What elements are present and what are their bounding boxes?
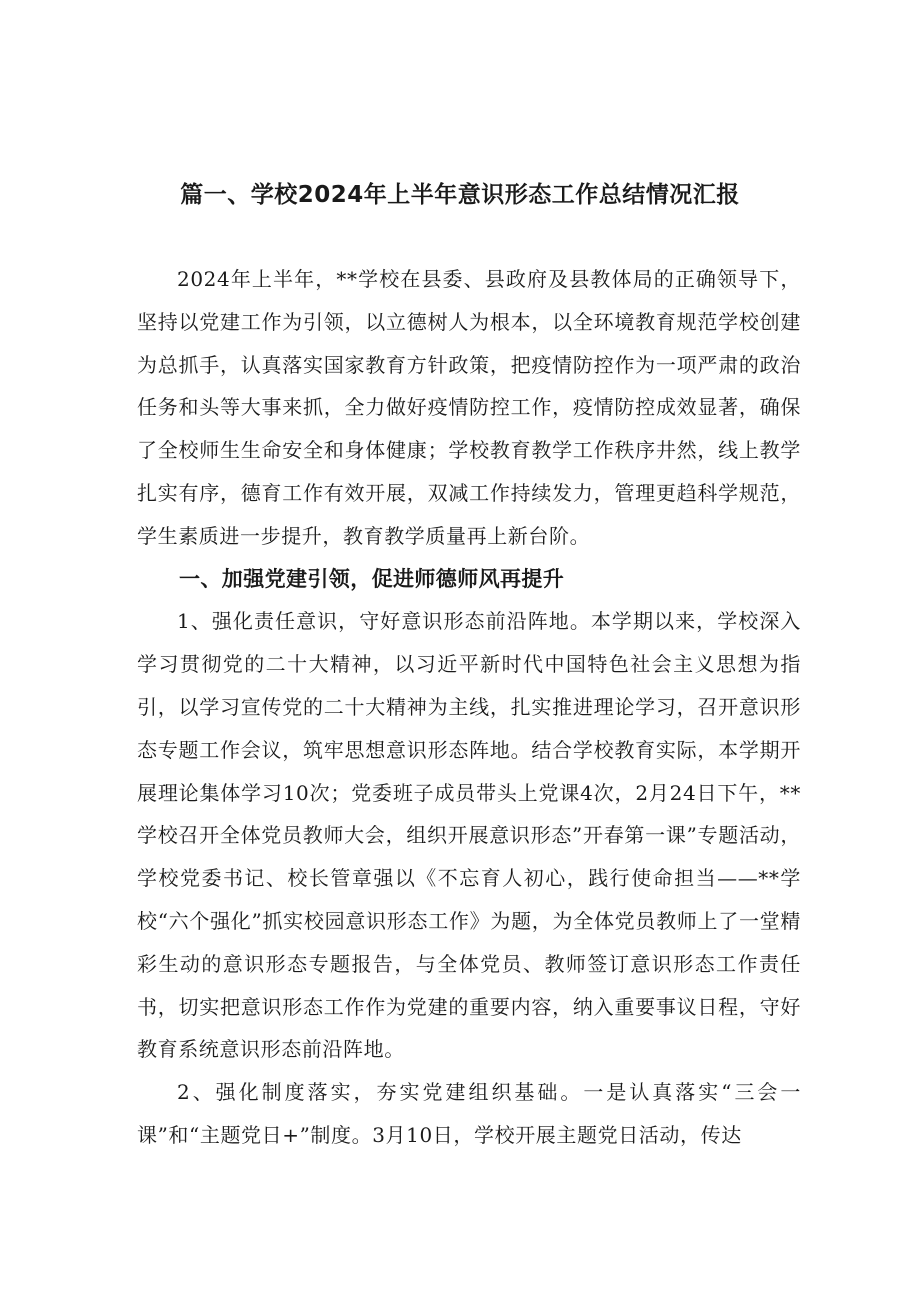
document-body (137, 258, 801, 1157)
section1-paragraph-2: 2、强化制度落实，夯实党建组织基础。一是认真落实“三会一课”和“主题党日+”制度。3月10日，学校开展主题党日活动，传达 (137, 1080, 801, 1147)
section-heading-1: 一、加强党建引领，促进师德师风再提升 (179, 566, 565, 591)
intro-paragraph: 2024年上半年，**学校在县委、县政府及县教体局的正确领导下，坚持以党建工作为引领，以立德树人为根本，以全环境教育规范学校创建为总抓手，认真落实国家教育方针政策，把疫情防控作为一项严肃的政治任务和头等大事来抓，全力做好疫情防控工作，疫情防控成效显著，确保了全校师生生命安全和身体健康；学校教育教学工作秩序井然，线上教学扎实有序，德育工作有效开展，双减工作持续发力，管理更趋科学规范，学生素质进一步提升，教育教学质量再上新台阶。 (137, 267, 801, 548)
section1-paragraph-1: 1、强化责任意识，守好意识形态前沿阵地。本学期以来，学校深入学习贯彻党的二十大精神，以习近平新时代中国特色社会主义思想为指引，以学习宣传党的二十大精神为主线，扎实推进理论学习，召开意识形态专题工作会议，筑牢思想意识形态阵地。结合学校教育实际，本学期开展理论集体学习10次；党委班子成员带头上党课4次，2月24日下午，**学校召开全体党员教师大会，组织开展意识形态”开春第一课”专题活动，学校党委书记、校长管章强以《不忘育人初心，践行使命担当——**学校“六个强化”抓实校园意识形态工作》为题，为全体党员教师上了一堂精彩生动的意识形态专题报告，与全体党员、教师签订意识形态工作责任书，切实把意识形态工作作为党建的重要内容，纳入重要事议日程，守好教育系统意识形态前沿阵地。 (137, 609, 801, 1062)
document-title: 篇一、学校2024年上半年意识形态工作总结情况汇报 (180, 182, 740, 208)
